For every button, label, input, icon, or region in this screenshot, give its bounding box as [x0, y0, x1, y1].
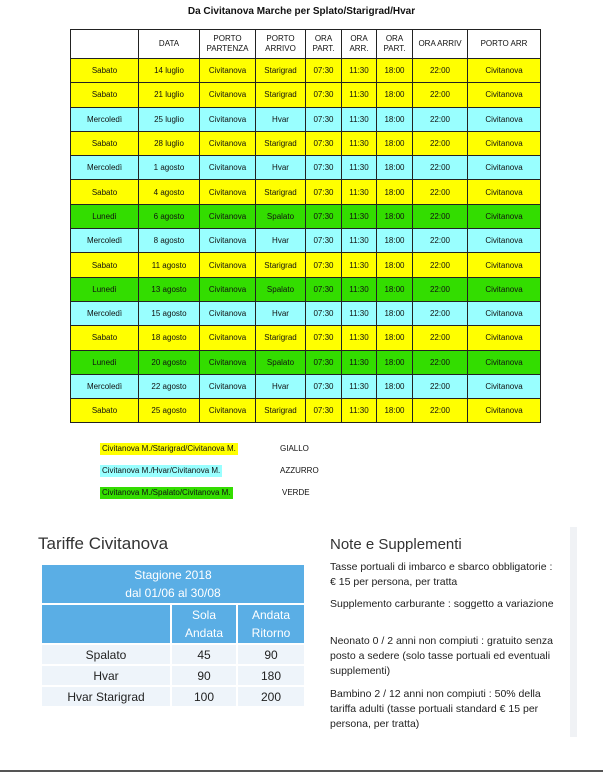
legend-color-label: AZZURRO	[280, 466, 319, 475]
cell-ora-part-return: 18:00	[377, 350, 413, 374]
col-header-line: Andata	[184, 626, 224, 640]
cell-ora-arr: 11:30	[342, 277, 377, 301]
cell-ora-part-return: 18:00	[377, 180, 413, 204]
cell-porto-arr: Civitanova	[468, 277, 541, 301]
cell-ora-part-return: 18:00	[377, 204, 413, 228]
cell-date: 14 luglio	[139, 59, 200, 83]
schedule-row	[71, 131, 541, 155]
cell-day: Lunedì	[71, 204, 139, 228]
cell-ora-arriv: 22:00	[413, 107, 468, 131]
schedule-row	[71, 156, 541, 180]
cell-ora-part-return: 18:00	[377, 301, 413, 325]
cell-ora-part: 07:30	[306, 350, 342, 374]
cell-porto-arr: Civitanova	[468, 253, 541, 277]
cell-porto-arrivo: Starigrad	[256, 131, 306, 155]
cell-day: Mercoledì	[71, 229, 139, 253]
cell-date: 11 agosto	[139, 253, 200, 277]
cell-ora-part-return: 18:00	[377, 253, 413, 277]
cell-porto-arr: Civitanova	[468, 180, 541, 204]
cell-porto-arrivo: Starigrad	[256, 253, 306, 277]
notes-title: Note e Supplementi	[330, 536, 462, 553]
season-range: dal 01/06 al 30/08	[125, 586, 221, 600]
schedule-row	[71, 399, 541, 423]
schedule-row	[71, 180, 541, 204]
schedule-row	[71, 326, 541, 350]
schedule-header-row	[71, 30, 541, 59]
schedule-row	[71, 253, 541, 277]
cell-day: Mercoledì	[71, 301, 139, 325]
cell-ora-arr: 11:30	[342, 107, 377, 131]
cell-date: 21 luglio	[139, 83, 200, 107]
cell-porto-arr: Civitanova	[468, 326, 541, 350]
legend-color-label: GIALLO	[280, 444, 309, 453]
cell-day: Sabato	[71, 131, 139, 155]
tariffe-dest: Hvar Starigrad	[42, 687, 170, 706]
cell-ora-arr: 11:30	[342, 229, 377, 253]
tariffe-row	[42, 666, 304, 685]
header-data: DATA	[139, 30, 200, 59]
cell-ora-part: 07:30	[306, 107, 342, 131]
cell-ora-part-return: 18:00	[377, 83, 413, 107]
cell-date: 28 luglio	[139, 131, 200, 155]
cell-ora-part: 07:30	[306, 131, 342, 155]
cell-ora-part-return: 18:00	[377, 399, 413, 423]
cell-ora-part: 07:30	[306, 156, 342, 180]
cell-date: 13 agosto	[139, 277, 200, 301]
cell-day: Lunedì	[71, 277, 139, 301]
legend-route: Civitanova M./Spalato/Civitanova M.	[102, 488, 231, 497]
cell-porto-partenza: Civitanova	[200, 131, 256, 155]
cell-porto-arrivo: Hvar	[256, 374, 306, 398]
cell-ora-part: 07:30	[306, 83, 342, 107]
note-item: Supplemento carburante : soggetto a variazione	[330, 598, 554, 610]
tariffe-col-andata-ritorno	[238, 605, 304, 643]
tariffe-season-header	[42, 565, 304, 603]
cell-date: 4 agosto	[139, 180, 200, 204]
cell-porto-arr: Civitanova	[468, 131, 541, 155]
cell-ora-part-return: 18:00	[377, 107, 413, 131]
cell-ora-arr: 11:30	[342, 156, 377, 180]
cell-porto-arr: Civitanova	[468, 156, 541, 180]
cell-ora-arr: 11:30	[342, 180, 377, 204]
schedule-table	[70, 29, 541, 423]
legend-color-label: VERDE	[282, 488, 310, 497]
cell-ora-part-return: 18:00	[377, 374, 413, 398]
cell-ora-part: 07:30	[306, 204, 342, 228]
note-item: Neonato 0 / 2 anni non compiuti : gratuito senza posto a sedere (solo tasse portuali ed eventuali supplementi)	[330, 635, 553, 677]
cell-date: 22 agosto	[139, 374, 200, 398]
cell-ora-part-return: 18:00	[377, 277, 413, 301]
cell-ora-arr: 11:30	[342, 374, 377, 398]
cell-day: Mercoledì	[71, 374, 139, 398]
cell-ora-part-return: 18:00	[377, 326, 413, 350]
notes-panel	[322, 527, 577, 737]
cell-ora-arr: 11:30	[342, 399, 377, 423]
cell-porto-arrivo: Hvar	[256, 156, 306, 180]
cell-porto-arr: Civitanova	[468, 59, 541, 83]
cell-ora-part: 07:30	[306, 301, 342, 325]
cell-ora-part: 07:30	[306, 326, 342, 350]
cell-ora-arr: 11:30	[342, 131, 377, 155]
cell-porto-arr: Civitanova	[468, 301, 541, 325]
cell-ora-arriv: 22:00	[413, 301, 468, 325]
cell-day: Mercoledì	[71, 107, 139, 131]
cell-porto-arrivo: Starigrad	[256, 180, 306, 204]
legend-route: Civitanova M./Hvar/Civitanova M.	[102, 466, 221, 475]
tariffe-ar: 180	[238, 666, 304, 685]
schedule-row	[71, 277, 541, 301]
cell-day: Lunedì	[71, 350, 139, 374]
cell-porto-partenza: Civitanova	[200, 83, 256, 107]
schedule-row	[71, 350, 541, 374]
schedule-row	[71, 204, 541, 228]
cell-ora-part: 07:30	[306, 229, 342, 253]
cell-ora-part: 07:30	[306, 180, 342, 204]
cell-ora-part: 07:30	[306, 277, 342, 301]
cell-date: 1 agosto	[139, 156, 200, 180]
tariffe-sola: 90	[172, 666, 236, 685]
header-porto-partenza: PORTO PARTENZA	[200, 30, 256, 59]
header-ora-arriv: ORA ARRIV	[413, 30, 468, 59]
cell-porto-partenza: Civitanova	[200, 107, 256, 131]
cell-porto-arrivo: Spalato	[256, 277, 306, 301]
cell-ora-arr: 11:30	[342, 83, 377, 107]
cell-ora-arriv: 22:00	[413, 229, 468, 253]
cell-ora-arriv: 22:00	[413, 156, 468, 180]
tariffe-dest: Spalato	[42, 645, 170, 664]
cell-date: 25 agosto	[139, 399, 200, 423]
cell-porto-partenza: Civitanova	[200, 180, 256, 204]
legend-route: Civitanova M./Starigrad/Civitanova M.	[102, 444, 236, 453]
cell-ora-arriv: 22:00	[413, 326, 468, 350]
cell-porto-arrivo: Starigrad	[256, 326, 306, 350]
cell-ora-arr: 11:30	[342, 204, 377, 228]
col-header-line: Ritorno	[251, 626, 291, 640]
cell-ora-arr: 11:30	[342, 326, 377, 350]
cell-ora-arriv: 22:00	[413, 131, 468, 155]
cell-porto-partenza: Civitanova	[200, 59, 256, 83]
schedule-row	[71, 83, 541, 107]
cell-porto-arr: Civitanova	[468, 83, 541, 107]
cell-ora-part-return: 18:00	[377, 156, 413, 180]
cell-day: Sabato	[71, 83, 139, 107]
cell-porto-arrivo: Spalato	[256, 350, 306, 374]
header-ora-part: ORA PART.	[306, 30, 342, 59]
cell-porto-partenza: Civitanova	[200, 374, 256, 398]
cell-porto-arrivo: Starigrad	[256, 59, 306, 83]
cell-porto-arrivo: Starigrad	[256, 399, 306, 423]
cell-date: 6 agosto	[139, 204, 200, 228]
cell-ora-arriv: 22:00	[413, 399, 468, 423]
cell-day: Sabato	[71, 326, 139, 350]
cell-date: 8 agosto	[139, 229, 200, 253]
cell-ora-part: 07:30	[306, 253, 342, 277]
cell-porto-arrivo: Hvar	[256, 229, 306, 253]
cell-day: Sabato	[71, 399, 139, 423]
cell-porto-partenza: Civitanova	[200, 301, 256, 325]
cell-ora-arriv: 22:00	[413, 83, 468, 107]
cell-porto-arr: Civitanova	[468, 399, 541, 423]
cell-date: 15 agosto	[139, 301, 200, 325]
cell-porto-partenza: Civitanova	[200, 326, 256, 350]
col-header-line: Sola	[191, 608, 217, 622]
cell-ora-arr: 11:30	[342, 59, 377, 83]
schedule-row	[71, 59, 541, 83]
tariffe-sola: 100	[172, 687, 236, 706]
cell-day: Sabato	[71, 253, 139, 277]
header-porto-arrivo: PORTO ARRIVO	[256, 30, 306, 59]
cell-porto-arrivo: Spalato	[256, 204, 306, 228]
cell-porto-arr: Civitanova	[468, 229, 541, 253]
cell-porto-arrivo: Starigrad	[256, 83, 306, 107]
cell-porto-partenza: Civitanova	[200, 204, 256, 228]
cell-porto-arr: Civitanova	[468, 107, 541, 131]
cell-porto-arr: Civitanova	[468, 374, 541, 398]
tariffe-col-sola-andata	[172, 605, 236, 643]
cell-porto-arrivo: Hvar	[256, 301, 306, 325]
col-header-line: Andata	[251, 608, 291, 622]
header-ora-part-return: ORA PART.	[377, 30, 413, 59]
tariffe-row	[42, 687, 304, 706]
season-label: Stagione 2018	[134, 568, 212, 582]
schedule-row	[71, 374, 541, 398]
tariffe-row	[42, 645, 304, 664]
cell-date: 20 agosto	[139, 350, 200, 374]
cell-ora-part: 07:30	[306, 374, 342, 398]
tariffe-ar: 200	[238, 687, 304, 706]
tariffe-ar: 90	[238, 645, 304, 664]
header-ora-arr: ORA ARR.	[342, 30, 377, 59]
cell-ora-arriv: 22:00	[413, 180, 468, 204]
cell-ora-arriv: 22:00	[413, 277, 468, 301]
schedule-row	[71, 229, 541, 253]
cell-day: Sabato	[71, 59, 139, 83]
cell-ora-part: 07:30	[306, 399, 342, 423]
cell-ora-part-return: 18:00	[377, 229, 413, 253]
header-day	[71, 30, 139, 59]
cell-day: Mercoledì	[71, 156, 139, 180]
cell-date: 18 agosto	[139, 326, 200, 350]
header-porto-arr: PORTO ARR	[468, 30, 541, 59]
cell-porto-arr: Civitanova	[468, 204, 541, 228]
note-item: Bambino 2 / 12 anni non compiuti : 50% della tariffa adulti (tasse portuali standard € 15 per persona, per tratta)	[330, 688, 541, 730]
schedule-row	[71, 107, 541, 131]
cell-date: 25 luglio	[139, 107, 200, 131]
cell-ora-arr: 11:30	[342, 253, 377, 277]
cell-porto-partenza: Civitanova	[200, 156, 256, 180]
cell-ora-arriv: 22:00	[413, 374, 468, 398]
cell-ora-arriv: 22:00	[413, 350, 468, 374]
tariffe-sola: 45	[172, 645, 236, 664]
note-item: Tasse portuali di imbarco e sbarco obbligatorie : € 15 per persona, per tratta	[330, 561, 553, 588]
schedule-row	[71, 301, 541, 325]
cell-ora-arr: 11:30	[342, 350, 377, 374]
tariffe-dest: Hvar	[42, 666, 170, 685]
cell-porto-partenza: Civitanova	[200, 253, 256, 277]
cell-ora-part-return: 18:00	[377, 131, 413, 155]
tariffe-table	[40, 563, 306, 708]
cell-ora-arr: 11:30	[342, 301, 377, 325]
cell-ora-arriv: 22:00	[413, 204, 468, 228]
cell-ora-arriv: 22:00	[413, 253, 468, 277]
cell-porto-partenza: Civitanova	[200, 229, 256, 253]
cell-porto-partenza: Civitanova	[200, 350, 256, 374]
tariffe-empty-header	[42, 605, 170, 643]
cell-porto-arrivo: Hvar	[256, 107, 306, 131]
tariffe-title: Tariffe Civitanova	[38, 534, 169, 553]
cell-porto-partenza: Civitanova	[200, 277, 256, 301]
cell-ora-part-return: 18:00	[377, 59, 413, 83]
cell-porto-partenza: Civitanova	[200, 399, 256, 423]
cell-ora-arriv: 22:00	[413, 59, 468, 83]
cell-ora-part: 07:30	[306, 59, 342, 83]
bottom-divider	[0, 770, 603, 772]
cell-porto-arr: Civitanova	[468, 350, 541, 374]
page-title: Da Civitanova Marche per Splato/Starigrad/Hvar	[187, 6, 416, 17]
cell-day: Sabato	[71, 180, 139, 204]
